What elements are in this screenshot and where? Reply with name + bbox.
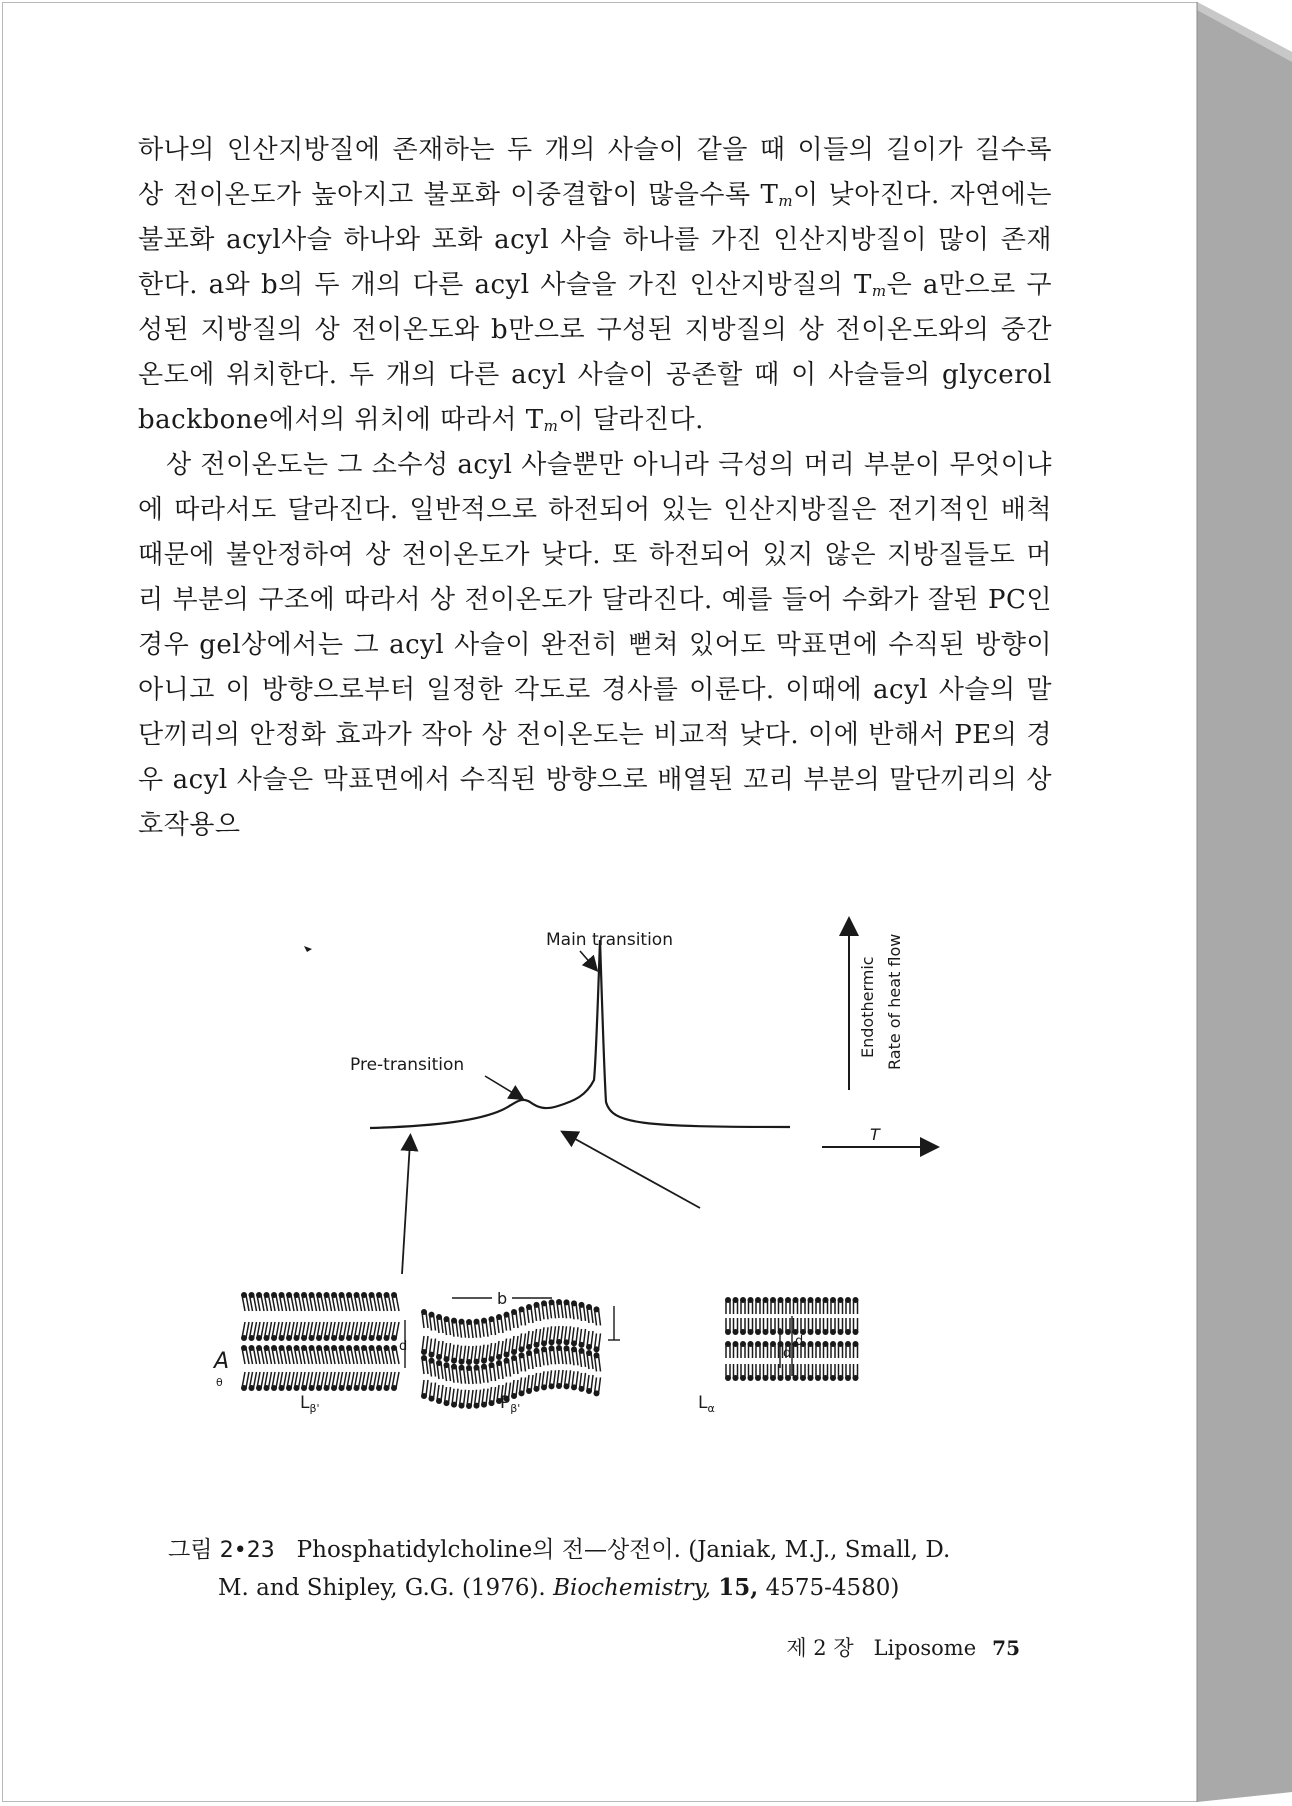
page-number: 75 (992, 1636, 1020, 1660)
body-text (138, 128, 1052, 848)
pre-transition-label: Pre-transition (350, 1055, 465, 1075)
dsc-curve (370, 940, 790, 1128)
endothermic-label: Endothermic (858, 956, 877, 1058)
spacing-d-left (399, 1320, 407, 1368)
spacing-d-left-label: d (399, 1339, 408, 1354)
figure-drawing (214, 920, 1000, 1495)
footer-section: Liposome (873, 1636, 977, 1660)
paragraph-2: 상 전이온도는 그 소수성 acyl 사슬뿐만 아니라 극성의 머리 부분이 무엇이냐에 따라서도 달라진다. 일반적으로 하전되어 있는 인산지방질은 전기적인 배척 때문에 불안정하여 상 전이온도가 낮다. 또 하전되어 있지 않은 지방질들도 머리 부분의 구조에 따라서 상 전이온도가 달라진다. 예를 들어 수화가 잘된 PC인 경우 gel상에서는 그 acyl 사슬이 완전히 뻗쳐 있어도 막표면에 수직된 방향이 아니고 이 방향으로부터 일정한 각도로 경사를 이룬다. 이때에 acyl 사슬의 말단끼리의 안정화 효과가 작아 상 전이온도는 비교적 낮다. 이에 반해서 PE의 경우 acyl 사슬은 막표면에서 수직된 방향으로 배열된 꼬리 부분의 말단끼리의 상호작용으 (138, 450, 1052, 840)
tilt-angle-label: θ (216, 1376, 223, 1389)
tilt-arrow-label: A (214, 1349, 230, 1374)
main-transition-arrow (580, 951, 593, 966)
pbeta-thickness-marker (608, 1306, 620, 1340)
caption-line-2: M. and Shipley, G.G. (1976). Biochemistry, 15, 4575-4580) (218, 1574, 900, 1601)
heat-flow-label: Rate of heat flow (885, 933, 904, 1070)
phase-label-p-beta: $P_{\beta'}$ (500, 1393, 521, 1415)
caption-line-1: 그림 2•23 Phosphatidylcholine의 전—상전이. (Janiak, M.J., Small, D. (168, 1537, 951, 1563)
phase-l-beta-prime (241, 1292, 399, 1391)
maintransition-phase-arrow (568, 1135, 700, 1208)
pre-transition-arrow (485, 1076, 518, 1096)
spacing-b-label: b (497, 1289, 508, 1308)
phase-label-l-beta: $L_{\beta'}$ (300, 1393, 320, 1415)
paragraph-1: 하나의 인산지방질에 존재하는 두 개의 사슬이 같을 때 이들의 길이가 길수록 상 전이온도가 높아지고 불포화 이중결합이 많을수록 $T_m$이 낮아진다. 자연에는 불포화 acyl사슬 하나와 포화 acyl 사슬 하나를 가진 인산지방질이 많이 존재한다. a와 b의 두 개의 다른 acyl 사슬을 가진 인산지방질의 $T_m$은 a만으로 구성된 지방질의 상 전이온도와 b만으로 구성된 지방질의 상 전이온도와의 중간온도에 위치한다. 두 개의 다른 acyl 사슬이 공존할 때 이 사슬들의 glycerol backbone에서의 위치에 따라서 $T_m$이 달라진다. (138, 135, 1052, 435)
figure-dsc-thermogram (214, 920, 1000, 1495)
pretransition-phase-arrow (402, 1142, 410, 1274)
footer-chapter: 제 2 장 (786, 1636, 854, 1660)
phase-label-l-alpha: $L_\alpha$ (698, 1393, 715, 1415)
running-footer (760, 1632, 1020, 1662)
spacing-d-right-label-1: d (783, 1346, 792, 1361)
figure-caption (168, 1532, 1048, 1607)
spacing-d-right (780, 1316, 803, 1376)
main-transition-label: Main transition (546, 930, 673, 950)
spacing-d-right-label-2: d (795, 1334, 804, 1349)
temperature-label: T (870, 1125, 880, 1144)
book-side-edge (1197, 2, 1292, 1802)
stray-mark (304, 946, 312, 952)
phase-p-beta-prime (421, 1299, 601, 1409)
